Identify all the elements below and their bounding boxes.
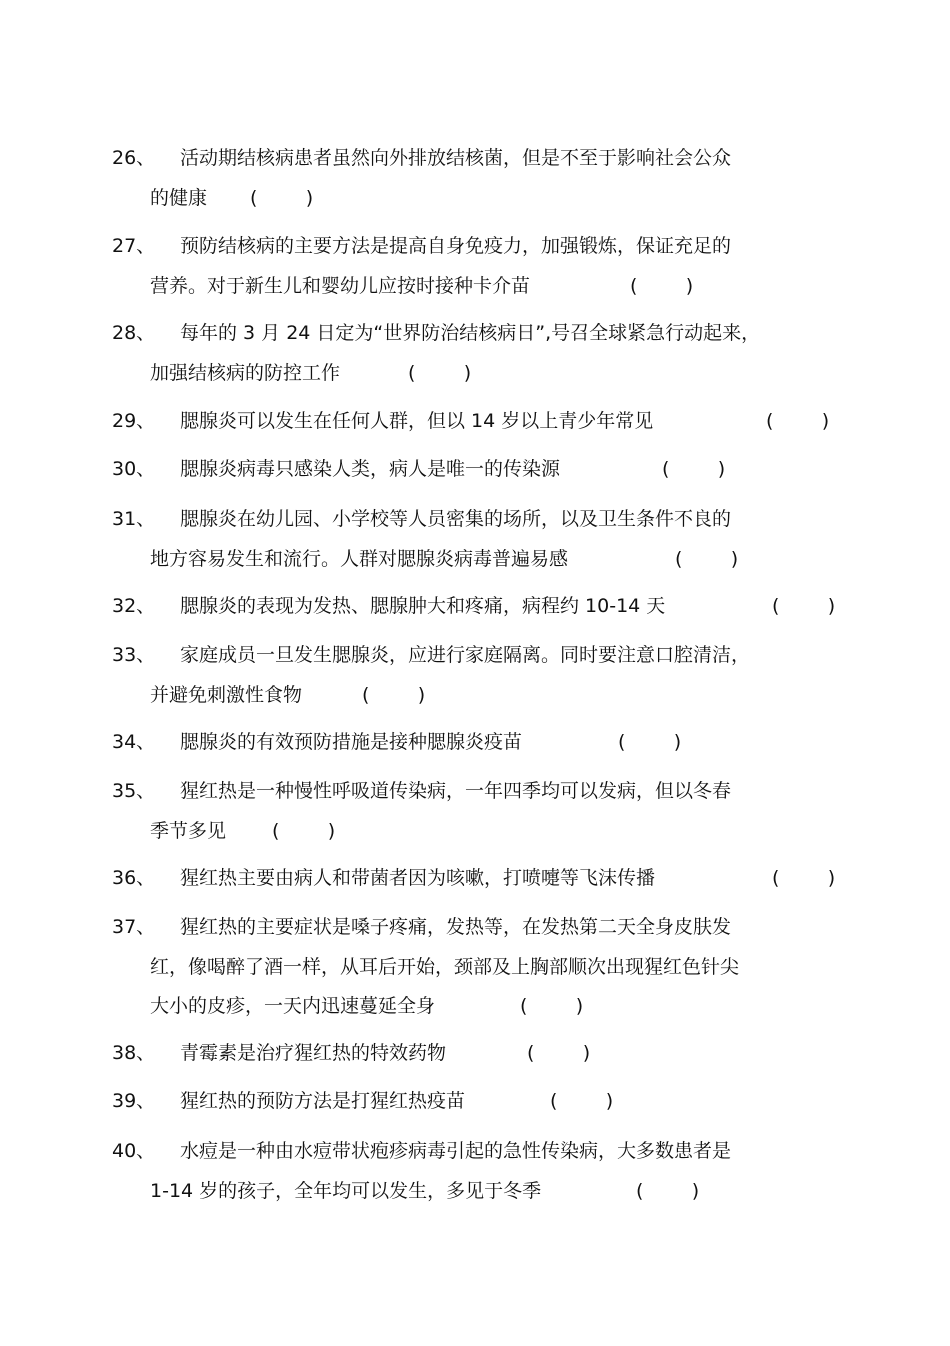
question-text-line: 家庭成员一旦发生腮腺炎，应进行家庭隔离。同时要注意口腔清洁， [180, 644, 751, 666]
question-text-line: 地方容易发生和流行。人群对腮腺炎病毒普遍易感 [150, 548, 569, 570]
question-number: 39、 [112, 1090, 156, 1112]
question-text-line: 腮腺炎在幼儿园、小学校等人员密集的场所，以及卫生条件不良的 [180, 508, 732, 530]
question-text-line: 预防结核病的主要方法是提高自身免疫力，加强锻炼，保证充足的 [180, 235, 732, 257]
question-number: 38、 [112, 1042, 156, 1064]
question-text-line: 并避免刺激性食物 [150, 684, 303, 706]
answer-blank[interactable]: ( ) [618, 731, 682, 753]
question-text-line: 活动期结核病患者虽然向外排放结核菌，但是不至于影响社会公众 [180, 147, 732, 169]
answer-blank[interactable]: ( ) [675, 548, 739, 570]
question-text-line: 猩红热是一种慢性呼吸道传染病，一年四季均可以发病，但以冬春 [180, 780, 732, 802]
question-text-line: 青霉素是治疗猩红热的特效药物 [180, 1042, 447, 1064]
answer-blank[interactable]: ( ) [772, 595, 836, 617]
question-text-line: 季节多见 [150, 820, 227, 842]
answer-blank[interactable]: ( ) [636, 1180, 700, 1202]
answer-blank[interactable]: ( ) [662, 458, 726, 480]
question-text-line: 大小的皮疹，一天内迅速蔓延全身 [150, 995, 436, 1017]
question-text-line: 红，像喝醉了酒一样，从耳后开始，颈部及上胸部顺次出现猩红色针尖 [150, 956, 740, 978]
answer-blank[interactable]: ( ) [250, 187, 314, 209]
question-number: 34、 [112, 731, 156, 753]
answer-blank[interactable]: ( ) [527, 1042, 591, 1064]
answer-blank[interactable]: ( ) [766, 410, 830, 432]
question-text-line: 猩红热的预防方法是打猩红热疫苗 [180, 1090, 466, 1112]
question-number: 30、 [112, 458, 156, 480]
question-number: 35、 [112, 780, 156, 802]
question-number: 28、 [112, 322, 156, 344]
question-text-line: 腮腺炎的表现为发热、腮腺肿大和疼痛，病程约 10-14 天 [180, 595, 666, 617]
question-text-line: 猩红热的主要症状是嗓子疼痛，发热等，在发热第二天全身皮肤发 [180, 916, 732, 938]
question-text-line: 水痘是一种由水痘带状疱疹病毒引起的急性传染病，大多数患者是 [180, 1140, 732, 1162]
question-text-line: 腮腺炎病毒只感染人类，病人是唯一的传染源 [180, 458, 561, 480]
answer-blank[interactable]: ( ) [408, 362, 472, 384]
question-text-line: 猩红热主要由病人和带菌者因为咳嗽，打喷嚏等飞沫传播 [180, 867, 656, 889]
question-text-line: 腮腺炎的有效预防措施是接种腮腺炎疫苗 [180, 731, 523, 753]
question-number: 40、 [112, 1140, 156, 1162]
question-number: 27、 [112, 235, 156, 257]
question-number: 33、 [112, 644, 156, 666]
question-number: 32、 [112, 595, 156, 617]
question-number: 26、 [112, 147, 156, 169]
answer-blank[interactable]: ( ) [520, 995, 584, 1017]
answer-blank[interactable]: ( ) [772, 867, 836, 889]
question-text-line: 腮腺炎可以发生在任何人群，但以 14 岁以上青少年常见 [180, 410, 654, 432]
question-text-line: 1-14 岁的孩子，全年均可以发生，多见于冬季 [150, 1180, 542, 1202]
answer-blank[interactable]: ( ) [362, 684, 426, 706]
question-number: 37、 [112, 916, 156, 938]
answer-blank[interactable]: ( ) [272, 820, 336, 842]
question-number: 29、 [112, 410, 156, 432]
question-text-line: 每年的 3 月 24 日定为“世界防治结核病日”,号召全球紧急行动起来， [180, 322, 761, 344]
question-text-line: 的健康 [150, 187, 208, 209]
question-number: 31、 [112, 508, 156, 530]
question-number: 36、 [112, 867, 156, 889]
answer-blank[interactable]: ( ) [630, 275, 694, 297]
question-text-line: 加强结核病的防控工作 [150, 362, 341, 384]
question-text-line: 营养。对于新生儿和婴幼儿应按时接种卡介苗 [150, 275, 531, 297]
answer-blank[interactable]: ( ) [550, 1090, 614, 1112]
